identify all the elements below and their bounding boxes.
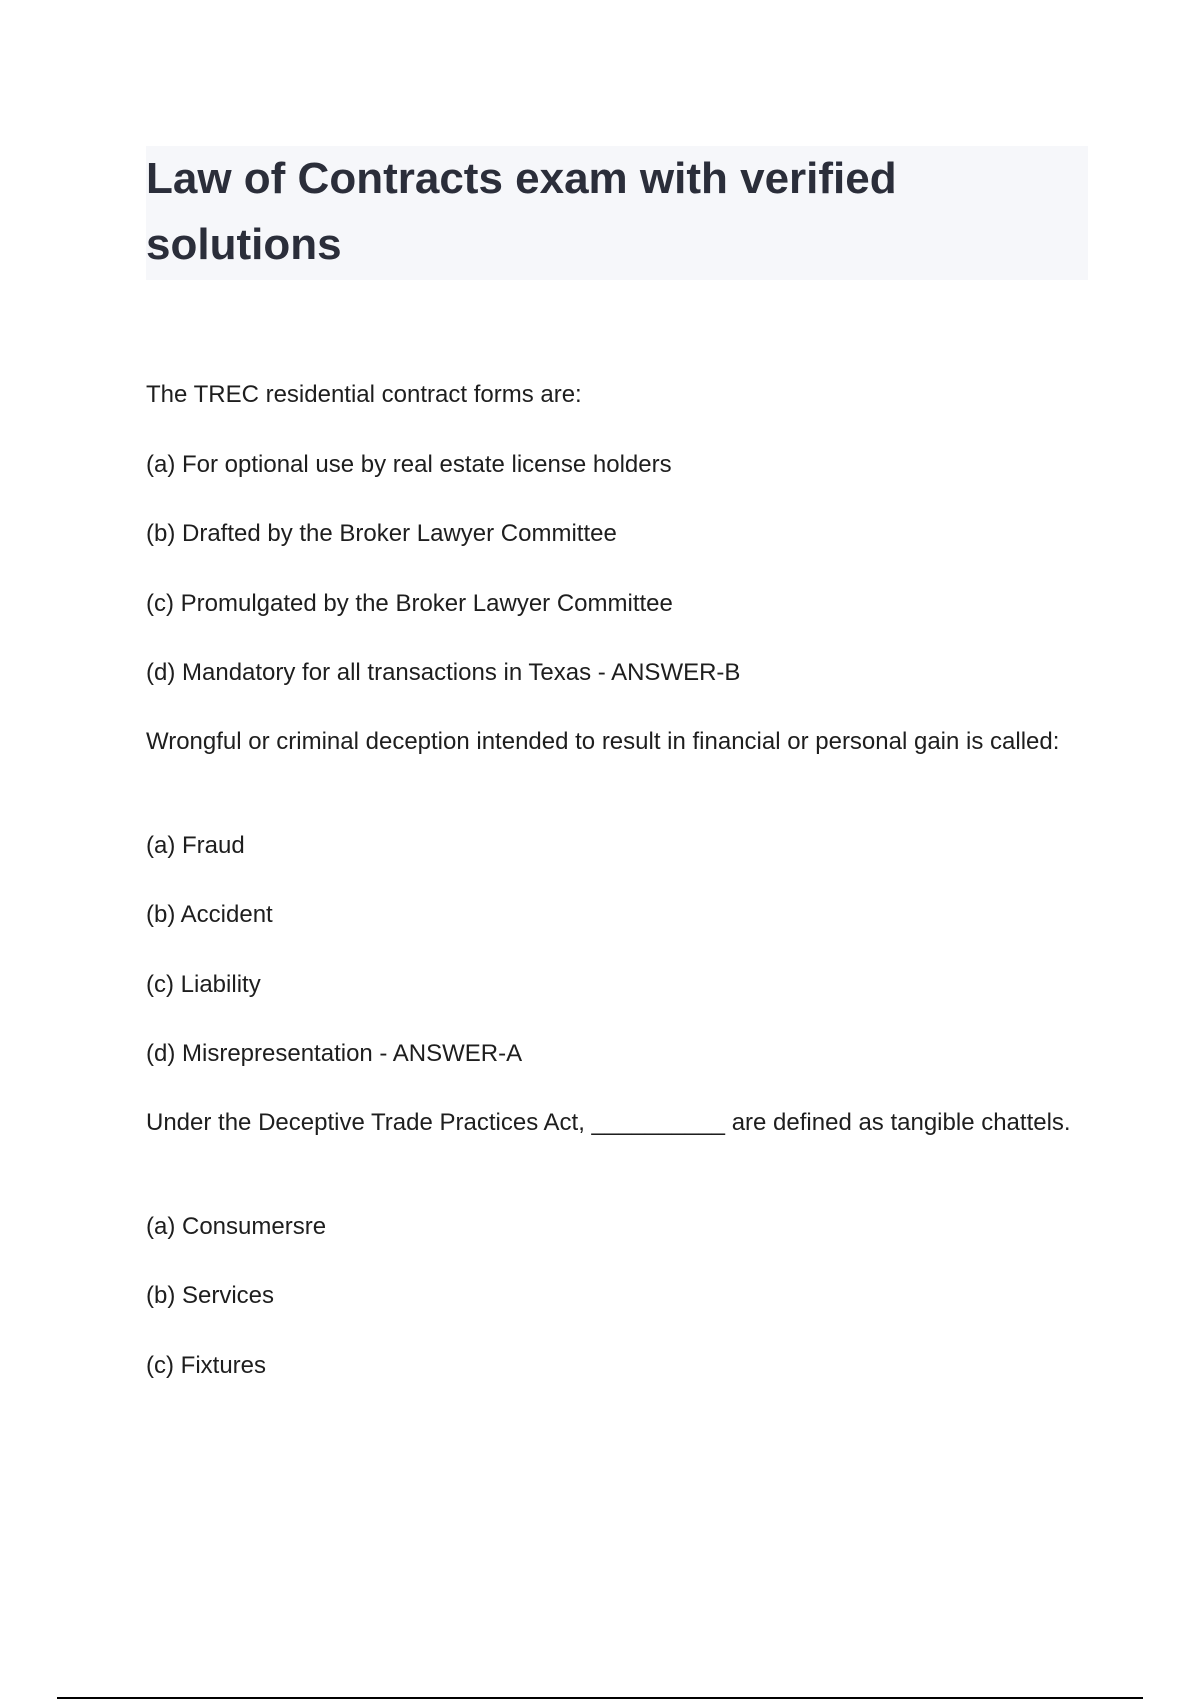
question-2-option-c: (c) Liability [146, 971, 261, 998]
question-3-option-b: (b) Services [146, 1282, 275, 1309]
question-1-option-a: (a) For optional use by real estate license holders [146, 451, 672, 478]
question-3-option-c: (c) Fixtures [146, 1352, 266, 1379]
question-2-prompt: Wrongful or criminal deception intended to result in financial or personal gain is called: [146, 728, 1060, 755]
page-bottom-rule [57, 1697, 1143, 1699]
question-2-option-b: (b) Accident [146, 901, 273, 928]
question-2-option-d: (d) Misrepresentation - ANSWER-A [146, 1040, 523, 1067]
question-2-option-a: (a) Fraud [146, 832, 245, 859]
question-3-option-a: (a) Consumersre [146, 1213, 327, 1240]
question-1-option-b: (b) Drafted by the Broker Lawyer Committee [146, 520, 617, 547]
title-block [146, 146, 1088, 280]
document-title: Law of Contracts exam with verified solutions [146, 154, 897, 269]
question-3-prompt: Under the Deceptive Trade Practices Act, __________ are defined as tangible chattels. [146, 1109, 1071, 1136]
question-1-option-c: (c) Promulgated by the Broker Lawyer Committee [146, 590, 673, 617]
question-1-option-d: (d) Mandatory for all transactions in Texas - ANSWER-B [146, 659, 741, 686]
question-1-prompt: The TREC residential contract forms are: [146, 381, 582, 408]
